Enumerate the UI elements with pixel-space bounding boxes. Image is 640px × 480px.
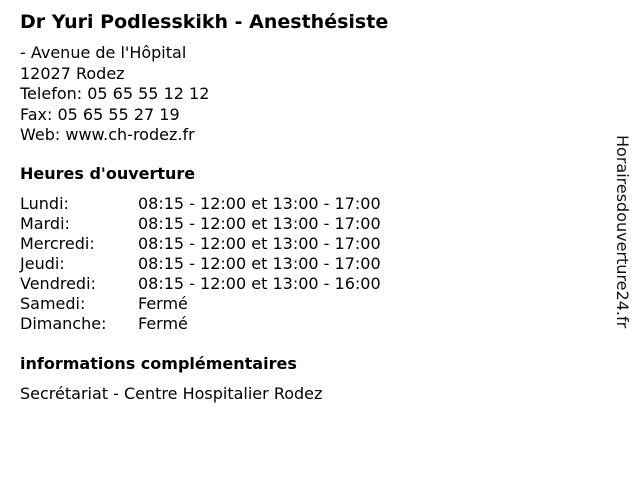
hours-value: 08:15 - 12:00 et 13:00 - 17:00	[138, 194, 381, 213]
day-label: Vendredi:	[20, 274, 96, 293]
contact-block	[20, 43, 209, 146]
hours-row-monday	[20, 194, 381, 214]
phone-number: Telefon: 05 65 55 12 12	[20, 84, 210, 103]
hours-row-thursday	[20, 254, 381, 274]
additional-info-heading: informations complémentaires	[20, 354, 297, 373]
hours-row-friday	[20, 274, 381, 294]
hours-value: 08:15 - 12:00 et 13:00 - 17:00	[138, 254, 381, 273]
hours-value: 08:15 - 12:00 et 13:00 - 16:00	[138, 274, 381, 293]
hours-value: Fermé	[138, 294, 188, 313]
hours-row-wednesday	[20, 234, 381, 254]
page-title: Dr Yuri Podlesskikh - Anesthésiste	[20, 11, 389, 33]
opening-hours-table	[20, 194, 381, 334]
hours-row-tuesday	[20, 214, 381, 234]
additional-info-text: Secrétariat - Centre Hospitalier Rodez	[20, 384, 323, 403]
hours-value: 08:15 - 12:00 et 13:00 - 17:00	[138, 214, 381, 233]
site-watermark: Horairesdouverture24.fr	[613, 135, 632, 329]
day-label: Samedi:	[20, 294, 86, 313]
website: Web: www.ch-rodez.fr	[20, 125, 195, 144]
address-street: - Avenue de l'Hôpital	[20, 43, 187, 62]
day-label: Jeudi:	[20, 254, 65, 273]
day-label: Lundi:	[20, 194, 69, 213]
day-label: Dimanche:	[20, 314, 107, 333]
day-label: Mardi:	[20, 214, 70, 233]
hours-row-saturday	[20, 294, 381, 314]
opening-hours-heading: Heures d'ouverture	[20, 164, 196, 183]
fax-number: Fax: 05 65 55 27 19	[20, 104, 180, 124]
hours-row-sunday	[20, 314, 381, 334]
address-city: 12027 Rodez	[20, 63, 125, 83]
day-label: Mercredi:	[20, 234, 95, 253]
hours-value: Fermé	[138, 314, 188, 333]
hours-value: 08:15 - 12:00 et 13:00 - 17:00	[138, 234, 381, 253]
